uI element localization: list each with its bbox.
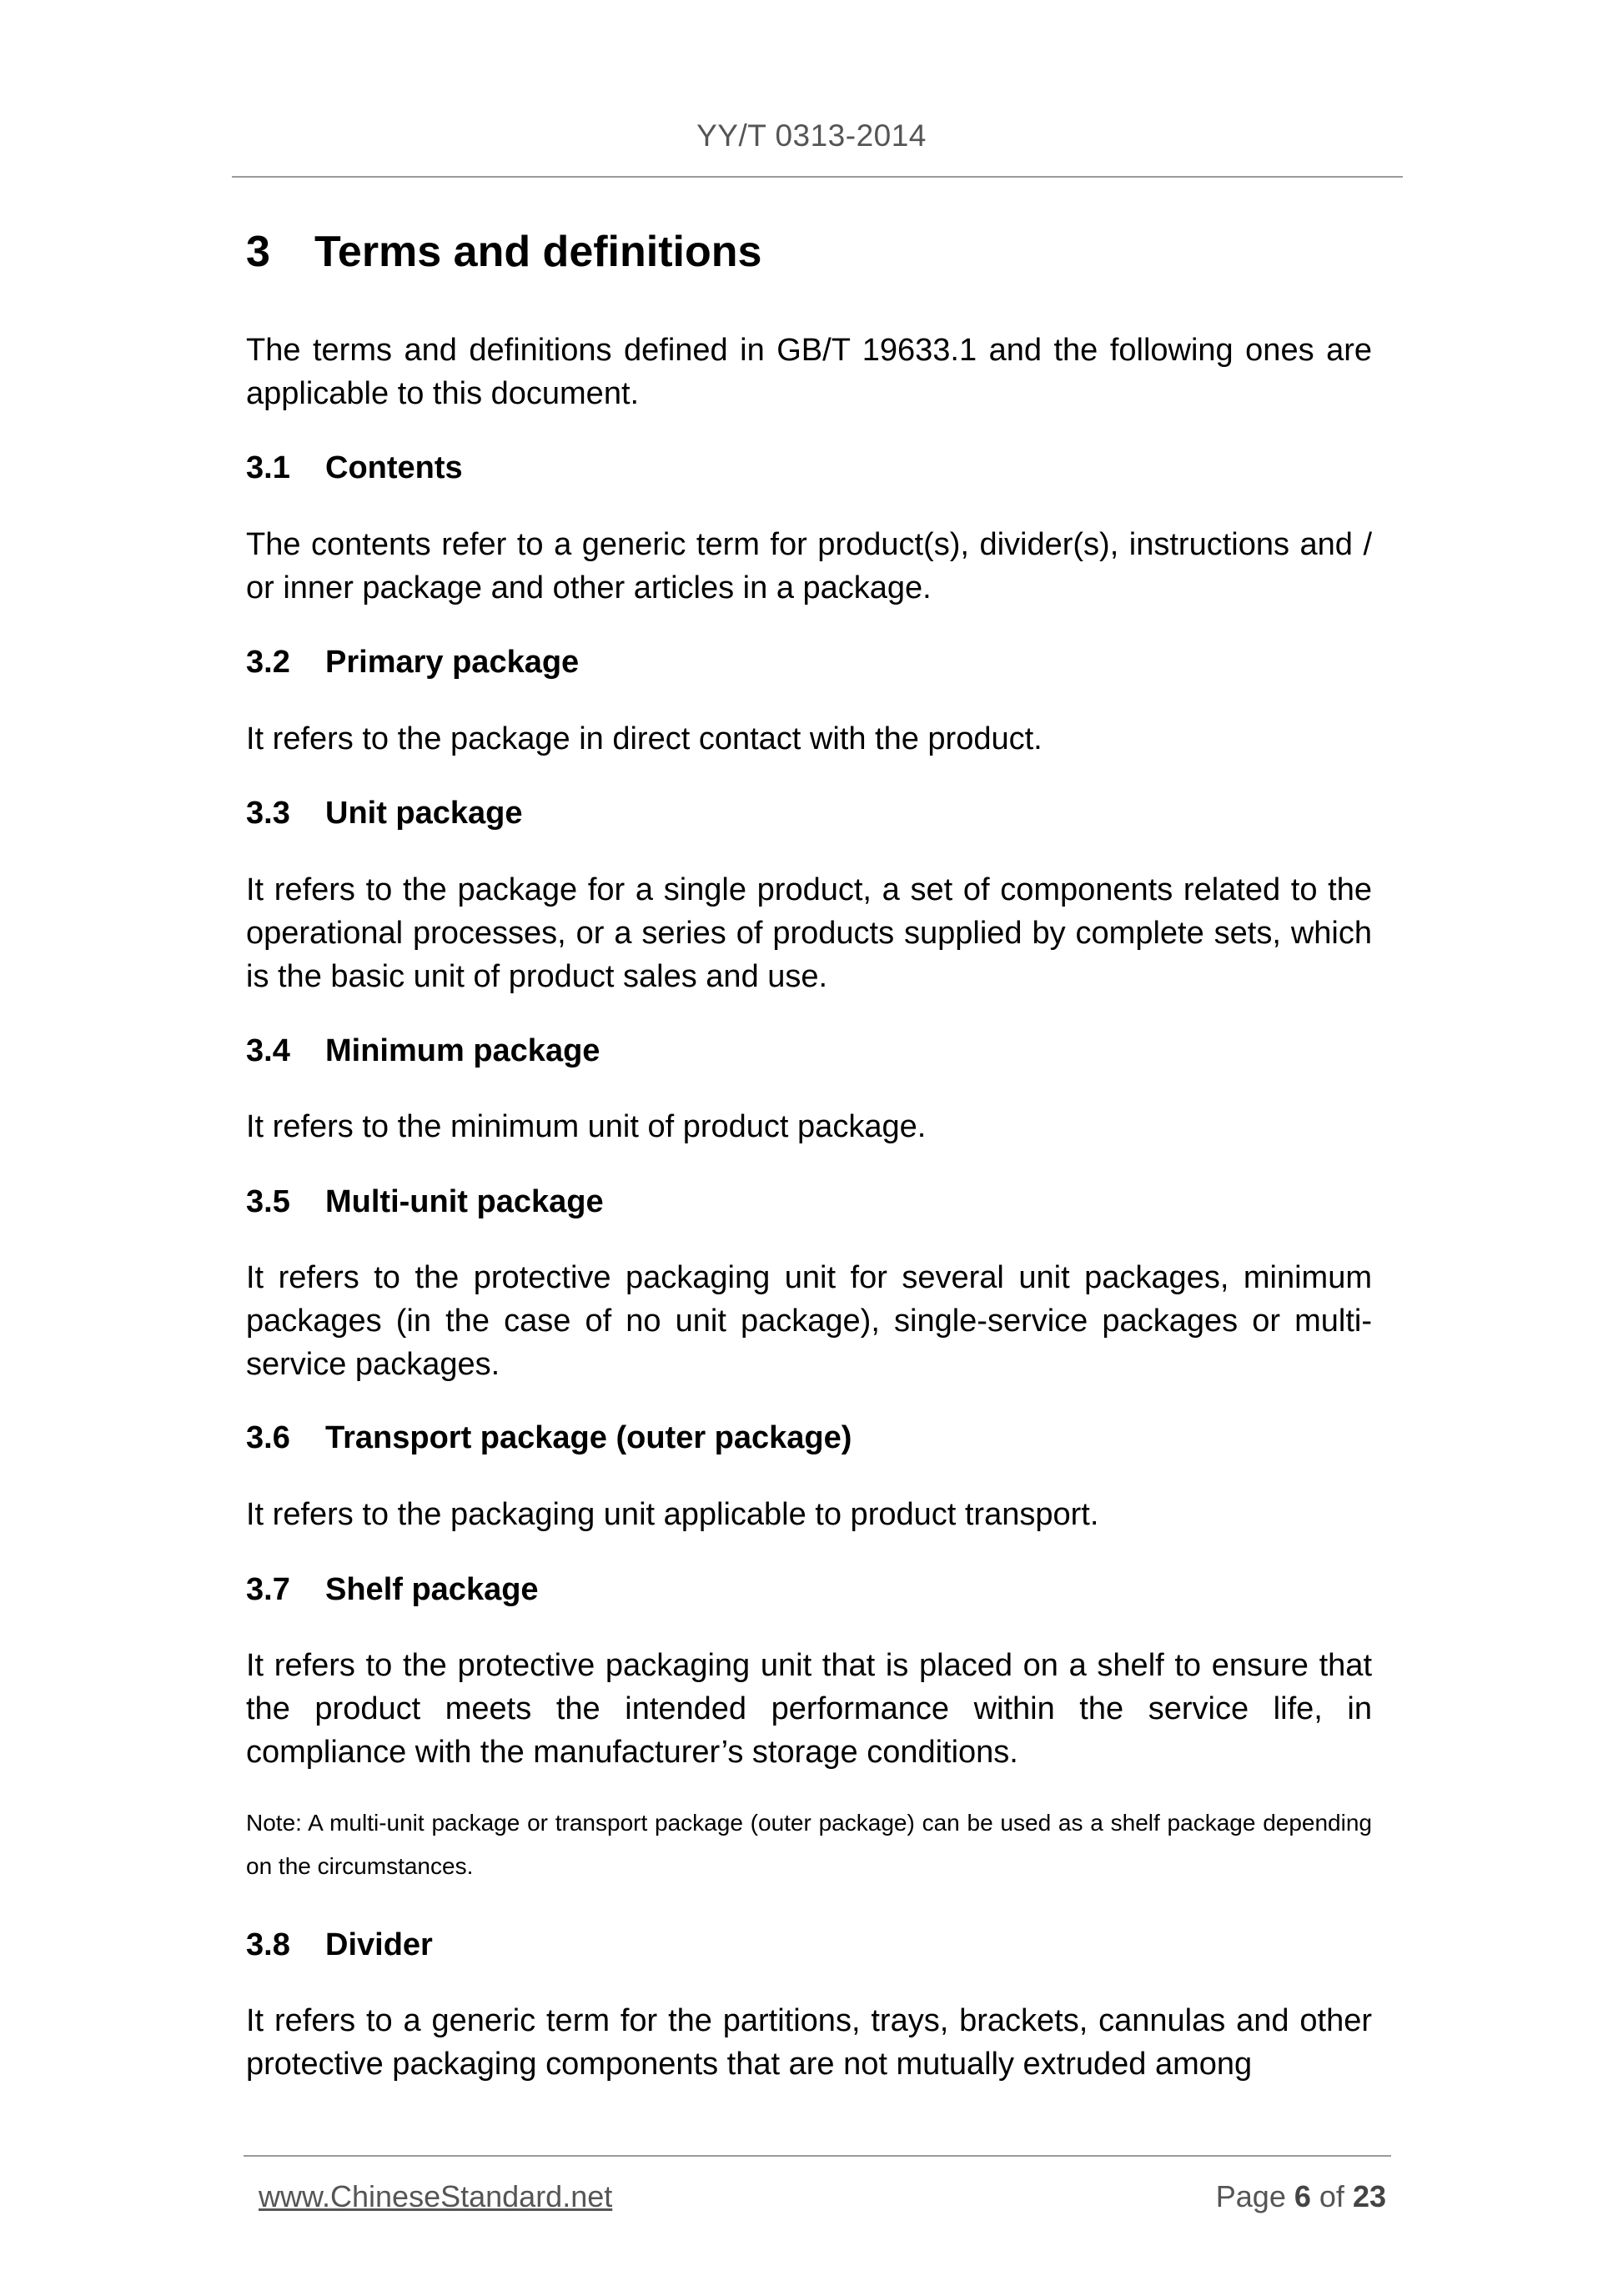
term-definition: It refers to the minimum unit of product package. (246, 1109, 927, 1144)
term-definition: It refers to a generic term for the partitions, trays, brackets, cannulas and other protective packaging components that are not mutually extruded among (246, 2003, 1372, 2082)
term-title: Primary package (325, 645, 580, 680)
term-definition: The contents refer to a generic term for product(s), divider(s), instructions and / or inner package and other articles in a package. (246, 527, 1372, 605)
page-separator: of (1319, 2179, 1344, 2213)
term-title: Minimum package (325, 1033, 600, 1068)
term-title: Shelf package (325, 1572, 539, 1607)
term-definition: It refers to the protective packaging unit that is placed on a shelf to ensure that the product meets the intended performance within the service life, in compliance with the manufacturer’s storage conditions. (246, 1648, 1372, 1770)
term-definition: It refers to the protective packaging unit for several unit packages, minimum packages (in the case of no unit package), single-service packages or multi-service packages. (246, 1260, 1372, 1382)
website-link[interactable]: www.ChineseStandard.net (259, 2179, 613, 2213)
term-number: 3.5 (246, 1184, 290, 1219)
section-intro: The terms and definitions defined in GB/T 19633.1 and the following ones are applicable to this document. (246, 333, 1372, 411)
term-heading (246, 1572, 539, 1608)
term-title: Multi-unit package (325, 1184, 604, 1219)
footer-divider (244, 2155, 1391, 2157)
section-title: Terms and definitions (314, 228, 762, 276)
term-heading (246, 796, 523, 831)
term-number: 3.2 (246, 645, 290, 680)
term-heading (246, 1033, 600, 1069)
term-definition: It refers to the package for a single product, a set of components related to the operational processes, or a series of products supplied by complete sets, which is the basic unit of product sales and use. (246, 872, 1372, 994)
term-heading (246, 1184, 604, 1220)
term-number: 3.8 (246, 1927, 290, 1962)
page-prefix: Page (1215, 2179, 1286, 2213)
term-number: 3.3 (246, 796, 290, 831)
term-title: Transport package (outer package) (325, 1420, 852, 1455)
page-current: 6 (1294, 2179, 1311, 2213)
term-heading (246, 1927, 433, 1963)
term-note: Note: A multi-unit package or transport package (outer package) can be used as a shelf package depending on the circumstances. (246, 1810, 1372, 1879)
term-title: Contents (325, 450, 463, 485)
header-divider (232, 176, 1403, 178)
section-heading (246, 227, 761, 277)
term-number: 3.6 (246, 1420, 290, 1455)
term-definition: It refers to the packaging unit applicable to product transport. (246, 1497, 1099, 1532)
term-number: 3.1 (246, 450, 290, 485)
term-number: 3.4 (246, 1033, 290, 1068)
document-code: YY/T 0313-2014 (696, 118, 927, 153)
term-heading (246, 450, 463, 486)
term-heading (246, 1420, 852, 1456)
term-number: 3.7 (246, 1572, 290, 1607)
page-total: 23 (1352, 2179, 1386, 2213)
term-title: Unit package (325, 796, 523, 831)
term-title: Divider (325, 1927, 433, 1962)
page-indicator (1216, 2179, 1386, 2214)
term-definition: It refers to the package in direct contact with the product. (246, 721, 1043, 756)
section-number: 3 (246, 228, 270, 276)
term-heading (246, 645, 579, 681)
